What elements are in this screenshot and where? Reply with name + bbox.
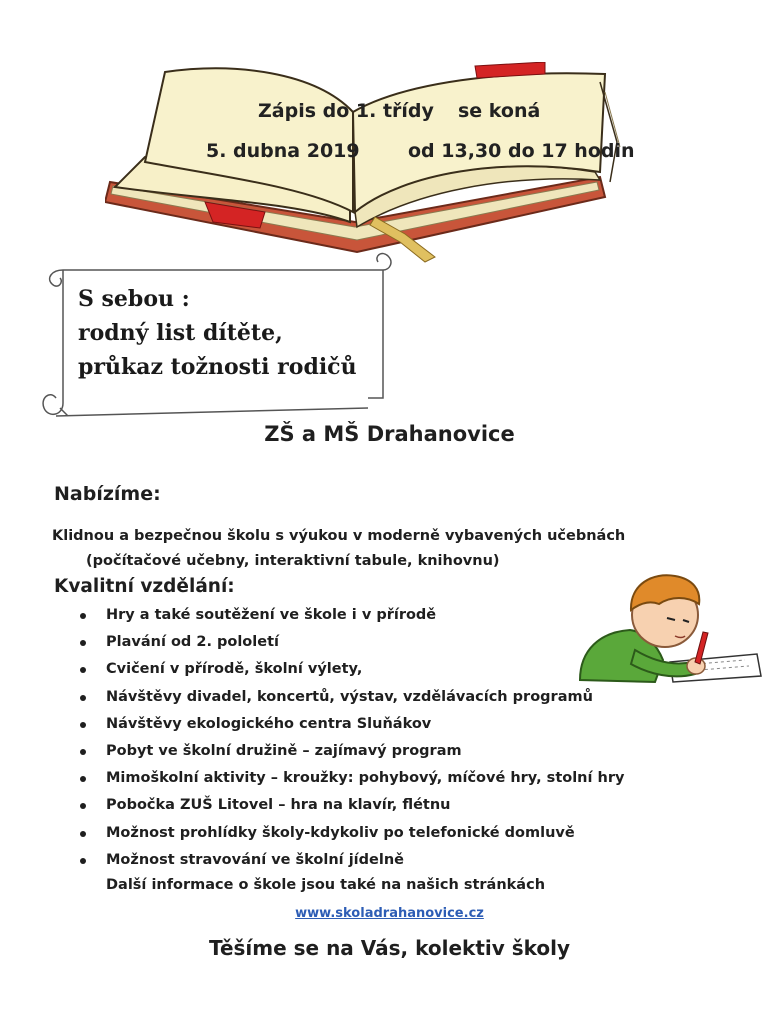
offer-list bbox=[70, 602, 624, 874]
bullet-icon bbox=[80, 803, 86, 809]
open-book-icon bbox=[105, 62, 625, 267]
intro-line1: Klidnou a bezpečnou školu s výukou v moderně vybavených učebnách bbox=[52, 528, 626, 544]
bullet-icon bbox=[80, 695, 86, 701]
banner-line1-right: se koná bbox=[458, 100, 541, 122]
list-item: Návštěvy ekologického centra Sluňákov bbox=[70, 711, 624, 738]
bullet-icon bbox=[80, 776, 86, 782]
quality-heading: Kvalitní vzdělání: bbox=[54, 576, 235, 597]
list-item: Hry a také soutěžení ve škole i v přírodě bbox=[70, 602, 624, 629]
list-item: Cvičení v přírodě, školní výlety, bbox=[70, 656, 624, 683]
bullet-icon bbox=[80, 667, 86, 673]
open-book-illustration bbox=[105, 62, 635, 267]
school-name: ZŠ a MŠ Drahanovice bbox=[264, 422, 515, 446]
scroll-line1: S sebou : bbox=[78, 286, 190, 312]
boy-writing-icon bbox=[575, 570, 765, 690]
list-item: Možnost stravování ve školní jídelně bbox=[70, 847, 624, 874]
list-item: Mimoškolní aktivity – kroužky: pohybový, míčové hry, stolní hry bbox=[70, 765, 624, 792]
closing-text: Těšíme se na Vás, kolektiv školy bbox=[208, 936, 571, 960]
bullet-icon bbox=[80, 613, 86, 619]
list-item: Návštěvy divadel, koncertů, výstav, vzdělávacích programů bbox=[70, 684, 624, 711]
bullet-icon bbox=[80, 722, 86, 728]
bullet-icon bbox=[80, 831, 86, 837]
bullet-icon bbox=[80, 858, 86, 864]
banner-line1-left: Zápis do 1. třídy bbox=[258, 100, 434, 122]
scroll-line3: průkaz tožnosti rodičů bbox=[78, 354, 357, 380]
list-item: Plavání od 2. pololetí bbox=[70, 629, 624, 656]
bullet-icon bbox=[80, 640, 86, 646]
website-link[interactable]: www.skoladrahanovice.cz bbox=[295, 906, 484, 921]
boy-writing-illustration bbox=[575, 570, 765, 690]
list-item: Možnost prohlídky školy-kdykoliv po telefonické domluvě bbox=[70, 820, 624, 847]
bullet-icon bbox=[80, 749, 86, 755]
banner-line2-right: od 13,30 do 17 hodin bbox=[408, 140, 635, 162]
list-item: Pobočka ZUŠ Litovel – hra na klavír, flétnu bbox=[70, 792, 624, 819]
extra-info: Další informace o škole jsou také na našich stránkách bbox=[106, 877, 546, 893]
list-item: Pobyt ve školní družině – zajímavý program bbox=[70, 738, 624, 765]
banner-line2-left: 5. dubna 2019 bbox=[206, 140, 360, 162]
intro-line2: (počítačové učebny, interaktivní tabule, knihovnu) bbox=[86, 553, 500, 569]
scroll-line2: rodný list dítěte, bbox=[78, 320, 283, 346]
scroll-banner bbox=[38, 238, 398, 428]
offer-heading: Nabízíme: bbox=[54, 483, 161, 505]
